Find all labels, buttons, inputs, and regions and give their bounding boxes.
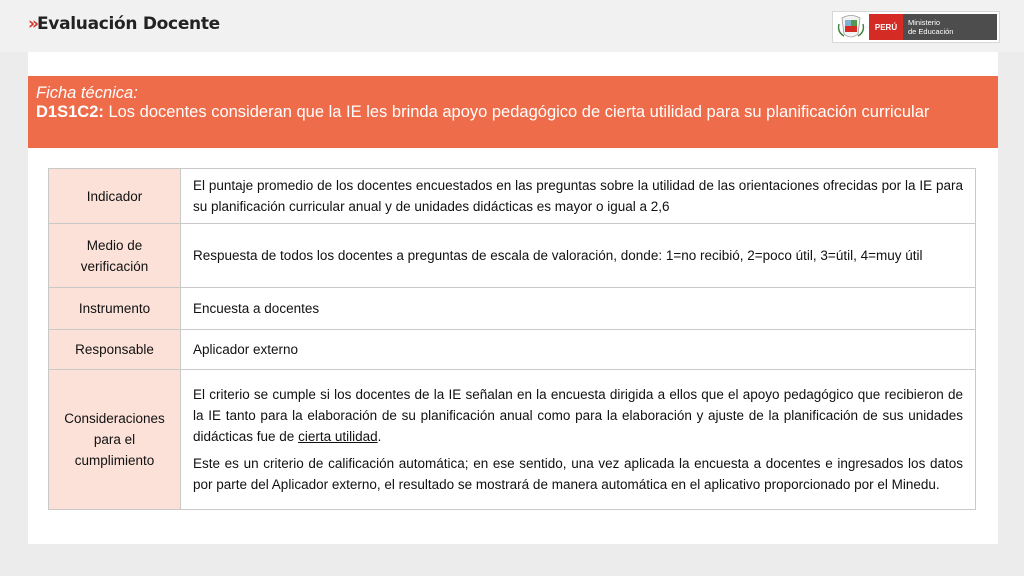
- coat-of-arms-icon: [836, 14, 866, 40]
- title-text: Los docentes consideran que la IE les brinda apoyo pedagógico de cierta utilidad para su planificación curricular: [103, 103, 930, 121]
- slide-title: [28, 76, 998, 148]
- header-bar: [0, 0, 1024, 52]
- p1-underlined: cierta utilidad: [298, 429, 378, 444]
- row-value-instrumento: Encuesta a docentes: [181, 288, 976, 330]
- title-body: [36, 103, 990, 122]
- p1-text: El criterio se cumple si los docentes de la IE señalan en la encuesta dirigida a ellos que el apoyo pedagógico que recibieron de la IE tanto para la elaboración de su planificación anual como para la elaboración y ajuste de la planificación de sus unidades didácticas fue de: [193, 387, 963, 444]
- country-tag: PERÚ: [869, 14, 903, 40]
- consideraciones-paragraph-1: [193, 384, 963, 447]
- row-label-consideraciones: Consideraciones para el cumplimiento: [49, 370, 181, 510]
- row-label-indicador: Indicador: [49, 169, 181, 224]
- title-code: D1S1C2:: [36, 103, 104, 121]
- row-value-consideraciones: [181, 370, 976, 510]
- table-row: [49, 330, 976, 370]
- row-value-medio: Respuesta de todos los docentes a preguntas de escala de valoración, donde: 1=no recibió, 2=poco útil, 3=útil, 4=muy útil: [181, 224, 976, 288]
- table-row: [49, 224, 976, 288]
- row-label-responsable: Responsable: [49, 330, 181, 370]
- ministry-line2: de Educación: [908, 27, 954, 36]
- table-row: [49, 288, 976, 330]
- row-label-instrumento: Instrumento: [49, 288, 181, 330]
- row-label-medio: Medio de verificación: [49, 224, 181, 288]
- title-heading: Ficha técnica:: [36, 84, 138, 102]
- consideraciones-paragraph-2: Este es un criterio de calificación automática; en ese sentido, una vez aplicada la encuesta a docentes e ingresados los datos por parte del Aplicador externo, el resultado se mostrará de manera automática en el aplicativo proporcionado por el Minedu.: [193, 456, 963, 492]
- table-row: [49, 169, 976, 224]
- brand-text: Evaluación Docente: [36, 14, 220, 34]
- row-value-responsable: Aplicador externo: [181, 330, 976, 370]
- technical-sheet-table: [48, 168, 976, 510]
- table-row: [49, 370, 976, 510]
- ministry-tag: [903, 14, 997, 40]
- brand-chevron-icon: »: [28, 14, 36, 34]
- ministry-line1: Ministerio: [908, 18, 941, 27]
- ministry-logo: [832, 11, 1000, 43]
- p1-end: .: [377, 429, 382, 444]
- brand-title: [28, 14, 220, 34]
- row-value-indicador: El puntaje promedio de los docentes encuestados en las preguntas sobre la utilidad de las orientaciones ofrecidas por la IE para su planificación curricular anual y de unidades didácticas es mayor o igual a 2,6: [181, 169, 976, 224]
